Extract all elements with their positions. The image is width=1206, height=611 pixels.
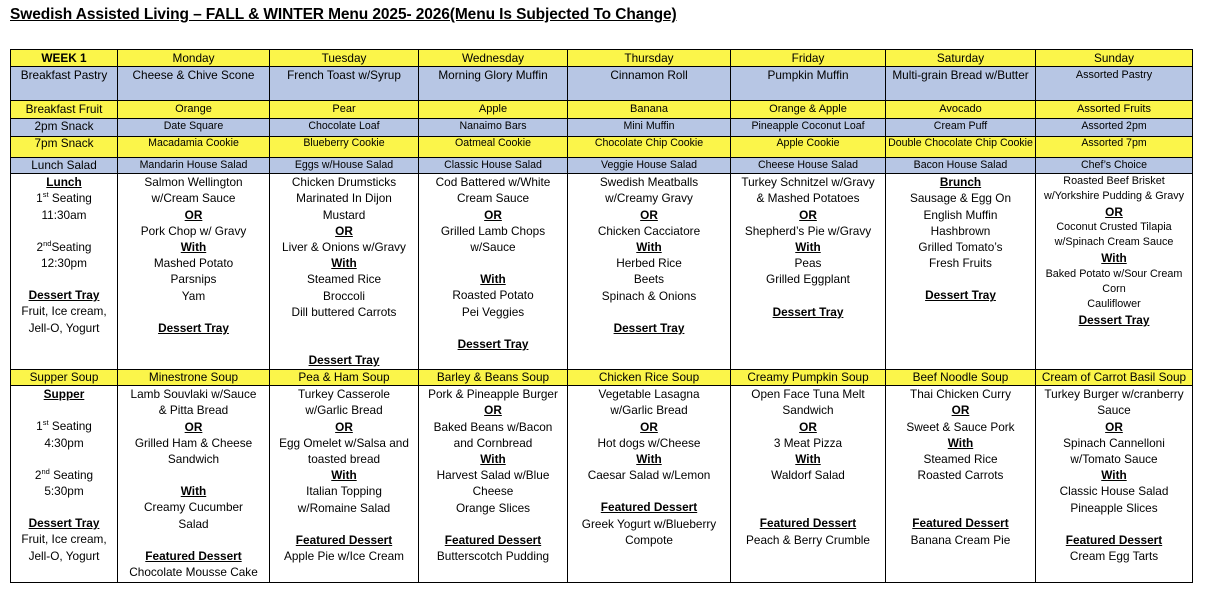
menu-cell: French Toast w/Syrup — [270, 67, 419, 101]
menu-heading: OR — [1105, 419, 1123, 434]
menu-heading: Featured Dessert — [759, 516, 857, 531]
supper-cell-wednesday — [419, 386, 568, 583]
menu-item: Marinated In Dijon — [296, 191, 392, 206]
menu-item: w/Cream Sauce — [151, 191, 236, 206]
menu-item: Baked Potato w/Sour Cream — [1045, 267, 1183, 280]
menu-item: Turkey Casserole — [297, 387, 390, 402]
spacer — [570, 304, 728, 320]
menu-cell: Chicken Rice Soup — [568, 370, 731, 386]
menu-item: Turkey Schnitzel w/Gravy — [741, 175, 875, 190]
menu-cell: Assorted Fruits — [1036, 101, 1193, 119]
menu-cell: Nanaimo Bars — [419, 119, 568, 137]
menu-item: Cod Battered w/White — [435, 175, 551, 190]
menu-heading: With — [180, 240, 207, 255]
lunch-label-cell — [11, 174, 118, 370]
menu-cell: Cream Puff — [886, 119, 1036, 137]
first-seating-label: 1st Seating — [36, 190, 92, 206]
menu-item: Salad — [178, 516, 209, 531]
row-label: Breakfast Pastry — [11, 67, 118, 101]
lunch-heading: Lunch — [46, 175, 82, 190]
menu-cell: Chocolate Loaf — [270, 119, 419, 137]
menu-item: Mustard — [322, 207, 366, 222]
menu-heading: With — [1101, 468, 1127, 483]
menu-cell: Double Chocolate Chip Cookie — [886, 137, 1036, 158]
menu-heading: OR — [640, 419, 658, 434]
menu-heading: Featured Dessert — [444, 532, 542, 547]
menu-cell: Classic House Salad — [419, 158, 568, 174]
menu-cell: Macadamia Cookie — [118, 137, 270, 158]
menu-cell: Oatmeal Cookie — [419, 137, 568, 158]
row-label: Lunch Salad — [11, 158, 118, 174]
menu-cell: Blueberry Cookie — [270, 137, 419, 158]
menu-heading: OR — [335, 223, 353, 238]
menu-cell: Orange — [118, 101, 270, 119]
menu-cell: Multi-grain Bread w/Butter — [886, 67, 1036, 101]
menu-heading: Dessert Tray — [613, 320, 685, 335]
first-seating-label: 1st Seating — [36, 418, 92, 434]
supper-cell-tuesday — [270, 386, 419, 583]
menu-item: Vegetable Lasagna — [598, 387, 700, 402]
menu-item: Butterscotch Pudding — [436, 549, 550, 564]
menu-item: Sandwich — [167, 452, 220, 467]
menu-cell: Apple — [419, 101, 568, 119]
menu-heading: Dessert Tray — [1078, 312, 1150, 327]
menu-cell: Assorted 7pm — [1036, 137, 1193, 158]
menu-item: Steamed Rice — [923, 452, 998, 467]
header-row — [11, 50, 1193, 67]
menu-item: Baked Beans w/Bacon — [433, 419, 553, 434]
menu-heading: With — [331, 256, 357, 271]
spacer — [733, 288, 883, 304]
menu-item: Grilled Ham & Cheese — [134, 435, 253, 450]
menu-item: Herbed Rice — [616, 256, 682, 271]
menu-item: English Muffin — [923, 207, 998, 222]
supper-soup-row — [11, 370, 1193, 386]
menu-heading: Featured Dessert — [295, 532, 393, 547]
menu-item: Grilled Lamb Chops — [440, 223, 546, 238]
menu-item: Pineapple Slices — [1070, 500, 1158, 515]
menu-item: Peas — [794, 256, 822, 271]
menu-item: Apple Pie w/Ice Cream — [284, 549, 404, 564]
menu-item: Pork & Pineapple Burger — [428, 387, 558, 402]
menu-item: Yam — [181, 288, 206, 303]
lunch-cell-sunday — [1036, 174, 1193, 370]
menu-heading: With — [480, 272, 506, 287]
menu-item: & Mashed Potatoes — [756, 191, 860, 206]
menu-item: Pork Chop w/ Gravy — [140, 223, 247, 238]
lunch-cell-saturday — [886, 174, 1036, 370]
menu-item: Shepherd’s Pie w/Gravy — [744, 223, 872, 238]
menu-item: Roasted Potato — [452, 288, 534, 303]
menu-heading: Featured Dessert — [912, 516, 1009, 531]
row-label: 2pm Snack — [11, 119, 118, 137]
menu-heading: Featured Dessert — [145, 548, 242, 563]
menu-item: Sausage & Egg On — [910, 191, 1011, 206]
menu-cell: Minestrone Soup — [118, 370, 270, 386]
menu-title: Swedish Assisted Living – FALL & WINTER Menu 2025- 2026(Menu Is Subjected To Change) — [10, 6, 677, 23]
menu-item: Italian Topping — [306, 484, 382, 499]
menu-item: Orange Slices — [455, 500, 531, 515]
menu-item: Sandwich — [782, 403, 834, 418]
menu-cell: Mandarin House Salad — [118, 158, 270, 174]
menu-item: toasted bread — [307, 452, 381, 467]
first-seating-time: 4:30pm — [44, 435, 84, 450]
menu-heading: OR — [640, 207, 658, 222]
spacer — [888, 499, 1033, 515]
second-seating-label: 2nd Seating — [34, 466, 94, 482]
menu-item: Dill buttered Carrots — [291, 304, 397, 319]
menu-heading: With — [1101, 251, 1127, 266]
menu-item: Grilled Eggplant — [766, 272, 850, 287]
menu-heading: With — [331, 468, 357, 483]
menu-cell: Cinnamon Roll — [568, 67, 731, 101]
lunch-cell-friday — [731, 174, 886, 370]
menu-item: Grilled Tomato’s — [918, 240, 1003, 255]
row-label: Supper Soup — [11, 370, 118, 386]
menu-item: Cream Egg Tarts — [1069, 549, 1159, 564]
day-friday: Friday — [731, 50, 886, 67]
snack-7pm-row — [11, 137, 1193, 158]
day-tuesday: Tuesday — [270, 50, 419, 67]
menu-heading: Dessert Tray — [457, 336, 529, 351]
menu-cell: Chocolate Chip Cookie — [568, 137, 731, 158]
menu-heading: OR — [184, 207, 203, 222]
menu-heading: OR — [335, 419, 353, 434]
menu-heading: Featured Dessert — [1065, 532, 1163, 547]
lunch-row — [11, 174, 1193, 370]
menu-heading: With — [180, 484, 207, 499]
menu-heading: With — [636, 452, 662, 467]
menu-item: Coconut Crusted Tilapia — [1056, 221, 1172, 234]
menu-item: Spinach & Onions — [601, 288, 697, 303]
menu-item: Lamb Souvlaki w/Sauce — [130, 387, 257, 402]
menu-heading: OR — [184, 419, 203, 434]
dessert-tray-items: Jell-O, Yogurt — [28, 320, 100, 335]
day-monday: Monday — [118, 50, 270, 67]
supper-cell-thursday — [568, 386, 731, 583]
menu-item: Waldorf Salad — [771, 468, 845, 483]
menu-cell: Pineapple Coconut Loaf — [731, 119, 886, 137]
week-label: WEEK 1 — [11, 50, 118, 67]
menu-heading: With — [947, 435, 974, 450]
lunch-cell-monday — [118, 174, 270, 370]
menu-item: Mashed Potato — [153, 256, 234, 271]
lunch-cell-tuesday — [270, 174, 419, 370]
spacer — [570, 483, 728, 499]
menu-cell: Cheese & Chive Scone — [118, 67, 270, 101]
menu-heading: OR — [484, 403, 502, 418]
spacer — [272, 516, 416, 532]
menu-item: Roasted Beef Brisket — [1063, 175, 1165, 188]
dessert-tray-heading: Dessert Tray — [28, 288, 100, 303]
menu-heading: Dessert Tray — [925, 288, 996, 303]
menu-item: Pei Veggies — [461, 304, 525, 319]
dessert-tray-items: Fruit, Ice cream, — [21, 304, 107, 319]
second-seating-label: 2ndSeating — [36, 238, 92, 254]
supper-cell-saturday — [886, 386, 1036, 583]
menu-cell: Mini Muffin — [568, 119, 731, 137]
supper-label-cell — [11, 386, 118, 583]
menu-item: w/Yorkshire Pudding & Gravy — [1043, 190, 1185, 203]
menu-item: Sweet & Sauce Pork — [906, 419, 1015, 434]
menu-item: Cauliflower — [1087, 297, 1141, 310]
menu-item: w/Sauce — [470, 240, 516, 255]
spacer — [888, 271, 1033, 287]
menu-item: Fresh Fruits — [929, 256, 992, 271]
menu-cell: Banana — [568, 101, 731, 119]
spacer — [421, 516, 565, 532]
menu-cell: Cheese House Salad — [731, 158, 886, 174]
supper-heading: Supper — [43, 387, 85, 402]
menu-item: Compote — [625, 532, 673, 547]
dessert-tray-items: Fruit, Ice cream, — [21, 532, 107, 547]
menu-item: Cheese — [472, 484, 514, 499]
menu-item: Banana Cream Pie — [910, 532, 1011, 547]
spacer — [120, 304, 267, 320]
breakfast-pastry-row — [11, 67, 1193, 101]
spacer — [888, 483, 1033, 499]
spacer — [120, 467, 267, 483]
menu-cell: Cream of Carrot Basil Soup — [1036, 370, 1193, 386]
menu-item: & Pitta Bread — [158, 403, 229, 418]
menu-cell: Bacon House Salad — [886, 158, 1036, 174]
menu-item: Salmon Wellington — [144, 175, 243, 190]
menu-item: Sauce — [1097, 403, 1131, 418]
menu-item: 3 Meat Pizza — [773, 435, 843, 450]
menu-heading: With — [480, 452, 506, 467]
second-seating-time: 5:30pm — [44, 484, 84, 499]
lunch-cell-wednesday — [419, 174, 568, 370]
menu-cell: Beef Noodle Soup — [886, 370, 1036, 386]
day-saturday: Saturday — [886, 50, 1036, 67]
menu-heading: OR — [951, 403, 970, 418]
menu-item: Cream Sauce — [456, 191, 530, 206]
menu-item: and Cornbread — [453, 435, 533, 450]
menu-item: Corn — [1102, 282, 1126, 295]
supper-cell-monday — [118, 386, 270, 583]
menu-item: Caesar Salad w/Lemon — [587, 468, 711, 483]
menu-heading: Dessert Tray — [158, 320, 229, 335]
menu-heading: Dessert Tray — [308, 353, 380, 368]
menu-cell: Chef’s Choice — [1036, 158, 1193, 174]
menu-item: Beets — [633, 272, 665, 287]
spacer — [421, 320, 565, 336]
menu-cell: Pumpkin Muffin — [731, 67, 886, 101]
menu-item: Egg Omelet w/Salsa and — [279, 435, 409, 450]
spacer — [272, 320, 416, 336]
menu-item: w/Romaine Salad — [297, 500, 391, 515]
menu-item: Steamed Rice — [306, 272, 382, 287]
menu-heading: Dessert Tray — [772, 304, 844, 319]
menu-item: w/Creamy Gravy — [605, 191, 693, 206]
menu-item: Greek Yogurt w/Blueberry — [581, 516, 717, 531]
menu-heading: With — [795, 452, 821, 467]
menu-item: Hashbrown — [930, 223, 991, 238]
menu-heading: With — [636, 240, 662, 255]
menu-item: Broccoli — [323, 288, 365, 303]
spacer — [733, 483, 883, 499]
row-label: 7pm Snack — [11, 137, 118, 158]
day-wednesday: Wednesday — [419, 50, 568, 67]
menu-item: Creamy Cucumber — [144, 500, 243, 515]
menu-item: w/Tomato Sauce — [1070, 452, 1158, 467]
menu-item: Roasted Carrots — [917, 468, 1004, 483]
spacer — [733, 499, 883, 515]
menu-item: w/Garlic Bread — [610, 403, 688, 418]
menu-item: Harvest Salad w/Blue — [436, 468, 550, 483]
menu-heading: Featured Dessert — [600, 500, 698, 515]
menu-heading: With — [795, 240, 821, 255]
menu-cell: Date Square — [118, 119, 270, 137]
menu-cell: Barley & Beans Soup — [419, 370, 568, 386]
menu-item: Spinach Cannelloni — [1063, 435, 1165, 450]
menu-item: Chicken Drumsticks — [291, 175, 397, 190]
menu-item: Classic House Salad — [1059, 484, 1169, 499]
day-sunday: Sunday — [1036, 50, 1193, 67]
menu-item: Chocolate Mousse Cake — [129, 565, 258, 580]
menu-item: Hot dogs w/Cheese — [597, 435, 701, 450]
menu-cell: Creamy Pumpkin Soup — [731, 370, 886, 386]
menu-item: Swedish Meatballs — [599, 175, 699, 190]
menu-heading: OR — [1105, 205, 1123, 220]
menu-cell: Assorted Pastry — [1036, 67, 1193, 101]
menu-item: Liver & Onions w/Gravy — [282, 240, 406, 255]
snack-2pm-row — [11, 119, 1193, 137]
menu-item: Chicken Cacciatore — [597, 223, 701, 238]
menu-item: w/Garlic Bread — [305, 403, 383, 418]
row-label: Breakfast Fruit — [11, 101, 118, 119]
supper-row — [11, 386, 1193, 583]
supper-cell-sunday — [1036, 386, 1193, 583]
menu-item: Open Face Tuna Melt — [751, 387, 865, 402]
spacer — [421, 255, 565, 271]
weekly-menu-table — [10, 49, 1193, 583]
first-seating-time: 11:30am — [41, 207, 87, 222]
spacer — [1038, 516, 1190, 532]
spacer — [272, 336, 416, 352]
menu-cell: Avocado — [886, 101, 1036, 119]
lunch-salad-row — [11, 158, 1193, 174]
second-seating-time: 12:30pm — [41, 256, 87, 271]
menu-heading: OR — [799, 207, 817, 222]
dessert-tray-heading: Dessert Tray — [28, 516, 100, 531]
menu-item: Turkey Burger w/cranberry — [1044, 387, 1184, 402]
supper-cell-friday — [731, 386, 886, 583]
menu-cell: Pea & Ham Soup — [270, 370, 419, 386]
breakfast-fruit-row — [11, 101, 1193, 119]
menu-cell: Veggie House Salad — [568, 158, 731, 174]
menu-cell: Morning Glory Muffin — [419, 67, 568, 101]
menu-cell: Orange & Apple — [731, 101, 886, 119]
menu-item: Parsnips — [170, 272, 217, 287]
menu-cell: Apple Cookie — [731, 137, 886, 158]
menu-item: w/Spinach Cream Sauce — [1054, 236, 1174, 249]
menu-heading: OR — [484, 207, 502, 222]
lunch-cell-thursday — [568, 174, 731, 370]
day-thursday: Thursday — [568, 50, 731, 67]
menu-cell: Pear — [270, 101, 419, 119]
dessert-tray-items: Jell-O, Yogurt — [28, 548, 100, 563]
spacer — [120, 532, 267, 548]
menu-cell: Assorted 2pm — [1036, 119, 1193, 137]
menu-heading: Brunch — [939, 175, 982, 190]
menu-cell: Eggs w/House Salad — [270, 158, 419, 174]
menu-item: Thai Chicken Curry — [910, 387, 1011, 402]
menu-item: Peach & Berry Crumble — [746, 532, 870, 547]
menu-heading: OR — [799, 419, 817, 434]
